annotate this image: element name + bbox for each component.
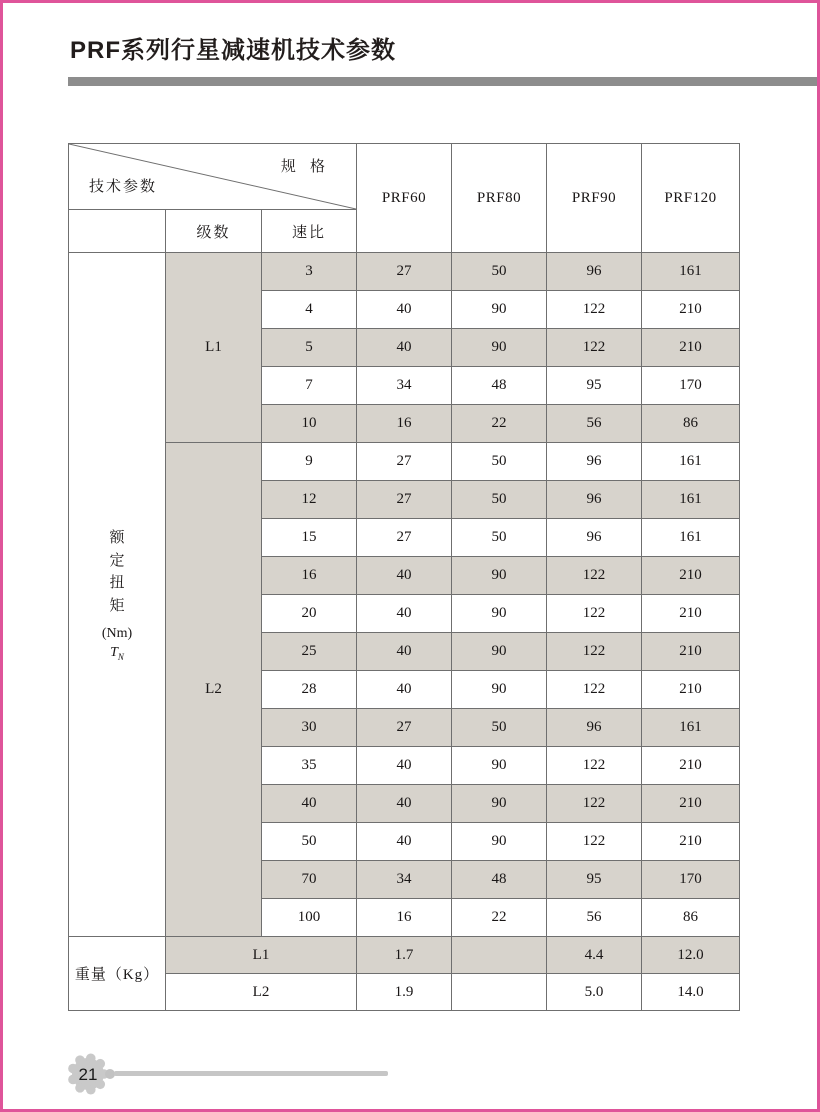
torque-value-cell: 22 — [452, 405, 547, 443]
torque-value-cell: 210 — [642, 557, 740, 595]
ratio-cell: 40 — [262, 785, 357, 823]
footer-divider-line — [114, 1071, 388, 1076]
torque-value-cell: 122 — [547, 557, 642, 595]
torque-value-cell: 161 — [642, 481, 740, 519]
torque-value-cell: 40 — [357, 747, 452, 785]
torque-value-cell: 122 — [547, 823, 642, 861]
torque-value-cell: 50 — [452, 519, 547, 557]
torque-value-cell: 122 — [547, 633, 642, 671]
torque-value-cell: 210 — [642, 291, 740, 329]
ratio-cell: 20 — [262, 595, 357, 633]
stage-group-cell: L2 — [166, 443, 262, 937]
torque-value-cell: 122 — [547, 785, 642, 823]
torque-value-cell: 210 — [642, 671, 740, 709]
ratio-cell: 10 — [262, 405, 357, 443]
ratio-cell: 25 — [262, 633, 357, 671]
torque-value-cell: 16 — [357, 899, 452, 937]
torque-value-cell: 96 — [547, 709, 642, 747]
torque-label-cell — [69, 253, 166, 937]
spec-table — [68, 143, 740, 1011]
torque-value-cell: 40 — [357, 595, 452, 633]
empty-header-cell — [69, 210, 166, 253]
torque-value-cell: 90 — [452, 823, 547, 861]
model-header-prf90: PRF90 — [547, 144, 642, 253]
weight-label-cell: 重量（Kg） — [69, 937, 166, 1011]
torque-value-cell: 96 — [547, 481, 642, 519]
ratio-cell: 3 — [262, 253, 357, 291]
torque-value-cell: 161 — [642, 519, 740, 557]
weight-value-cell: 12.0 — [642, 937, 740, 974]
weight-value-cell: 5.0 — [547, 974, 642, 1011]
torque-value-cell: 161 — [642, 709, 740, 747]
weight-value-cell — [452, 937, 547, 974]
spec-table-body — [69, 144, 740, 1011]
torque-value-cell: 95 — [547, 861, 642, 899]
torque-value-cell: 90 — [452, 291, 547, 329]
ratio-cell: 50 — [262, 823, 357, 861]
ratio-cell: 16 — [262, 557, 357, 595]
torque-value-cell: 40 — [357, 823, 452, 861]
ratio-cell: 4 — [262, 291, 357, 329]
torque-value-cell: 122 — [547, 671, 642, 709]
weight-value-cell — [452, 974, 547, 1011]
torque-value-cell: 90 — [452, 633, 547, 671]
torque-symbol: $T_N$ — [110, 645, 124, 662]
torque-value-cell: 27 — [357, 253, 452, 291]
torque-value-cell: 40 — [357, 785, 452, 823]
model-header-prf60: PRF60 — [357, 144, 452, 253]
torque-value-cell: 96 — [547, 253, 642, 291]
torque-label-vertical: 额定扭矩 — [109, 529, 125, 614]
torque-value-cell: 90 — [452, 329, 547, 367]
torque-value-cell: 161 — [642, 253, 740, 291]
ratio-cell: 35 — [262, 747, 357, 785]
torque-value-cell: 48 — [452, 367, 547, 405]
weight-row — [69, 937, 740, 974]
torque-value-cell: 90 — [452, 785, 547, 823]
table-header-row-top — [69, 144, 740, 210]
torque-value-cell: 170 — [642, 367, 740, 405]
torque-value-cell: 90 — [452, 557, 547, 595]
torque-value-cell: 122 — [547, 595, 642, 633]
title-underline-bar — [68, 77, 817, 86]
torque-value-cell: 96 — [547, 443, 642, 481]
torque-value-cell: 16 — [357, 405, 452, 443]
torque-value-cell: 122 — [547, 291, 642, 329]
torque-value-cell: 50 — [452, 253, 547, 291]
torque-value-cell: 90 — [452, 671, 547, 709]
ratio-cell: 28 — [262, 671, 357, 709]
torque-unit: (Nm) — [101, 626, 133, 642]
ratio-cell: 70 — [262, 861, 357, 899]
torque-value-cell: 210 — [642, 329, 740, 367]
torque-value-cell: 90 — [452, 747, 547, 785]
weight-value-cell: 4.4 — [547, 937, 642, 974]
ratio-header: 速比 — [262, 210, 357, 253]
weight-value-cell: 1.9 — [357, 974, 452, 1011]
ratio-cell: 100 — [262, 899, 357, 937]
torque-value-cell: 56 — [547, 899, 642, 937]
torque-value-cell: 27 — [357, 519, 452, 557]
ratio-cell: 15 — [262, 519, 357, 557]
torque-value-cell: 40 — [357, 671, 452, 709]
torque-value-cell: 210 — [642, 633, 740, 671]
torque-value-cell: 161 — [642, 443, 740, 481]
ratio-cell: 9 — [262, 443, 357, 481]
torque-value-cell: 40 — [357, 329, 452, 367]
header-spec-label: 规 格 — [280, 158, 330, 175]
torque-value-cell: 27 — [357, 443, 452, 481]
torque-value-cell: 90 — [452, 595, 547, 633]
torque-value-cell: 40 — [357, 557, 452, 595]
ratio-cell: 30 — [262, 709, 357, 747]
torque-value-cell: 22 — [452, 899, 547, 937]
torque-value-cell: 86 — [642, 405, 740, 443]
torque-value-cell: 48 — [452, 861, 547, 899]
table-row — [69, 253, 740, 291]
weight-stage-cell: L2 — [166, 974, 357, 1011]
model-header-prf120: PRF120 — [642, 144, 740, 253]
torque-value-cell: 170 — [642, 861, 740, 899]
torque-value-cell: 96 — [547, 519, 642, 557]
torque-value-cell: 34 — [357, 367, 452, 405]
page-title: PRF系列行星减速机技术参数 — [70, 37, 396, 64]
weight-value-cell: 14.0 — [642, 974, 740, 1011]
torque-value-cell: 95 — [547, 367, 642, 405]
weight-row — [69, 974, 740, 1011]
weight-value-cell: 1.7 — [357, 937, 452, 974]
diagonal-header-cell — [69, 144, 357, 210]
model-header-prf80: PRF80 — [452, 144, 547, 253]
torque-value-cell: 40 — [357, 291, 452, 329]
table-row — [69, 443, 740, 481]
torque-value-cell: 40 — [357, 633, 452, 671]
torque-value-cell: 50 — [452, 481, 547, 519]
torque-value-cell: 210 — [642, 823, 740, 861]
stage-group-cell: L1 — [166, 253, 262, 443]
torque-value-cell: 122 — [547, 747, 642, 785]
page-number: 21 — [78, 1065, 98, 1084]
ratio-cell: 5 — [262, 329, 357, 367]
ratio-cell: 7 — [262, 367, 357, 405]
torque-value-cell: 56 — [547, 405, 642, 443]
torque-value-cell: 210 — [642, 785, 740, 823]
torque-value-cell: 210 — [642, 747, 740, 785]
torque-value-cell: 27 — [357, 481, 452, 519]
torque-value-cell: 50 — [452, 443, 547, 481]
torque-value-cell: 122 — [547, 329, 642, 367]
torque-value-cell: 27 — [357, 709, 452, 747]
torque-value-cell: 210 — [642, 595, 740, 633]
weight-stage-cell: L1 — [166, 937, 357, 974]
torque-value-cell: 34 — [357, 861, 452, 899]
header-param-label: 技术参数 — [89, 178, 158, 195]
torque-value-cell: 50 — [452, 709, 547, 747]
torque-value-cell: 86 — [642, 899, 740, 937]
ratio-cell: 12 — [262, 481, 357, 519]
stage-header: 级数 — [166, 210, 262, 253]
